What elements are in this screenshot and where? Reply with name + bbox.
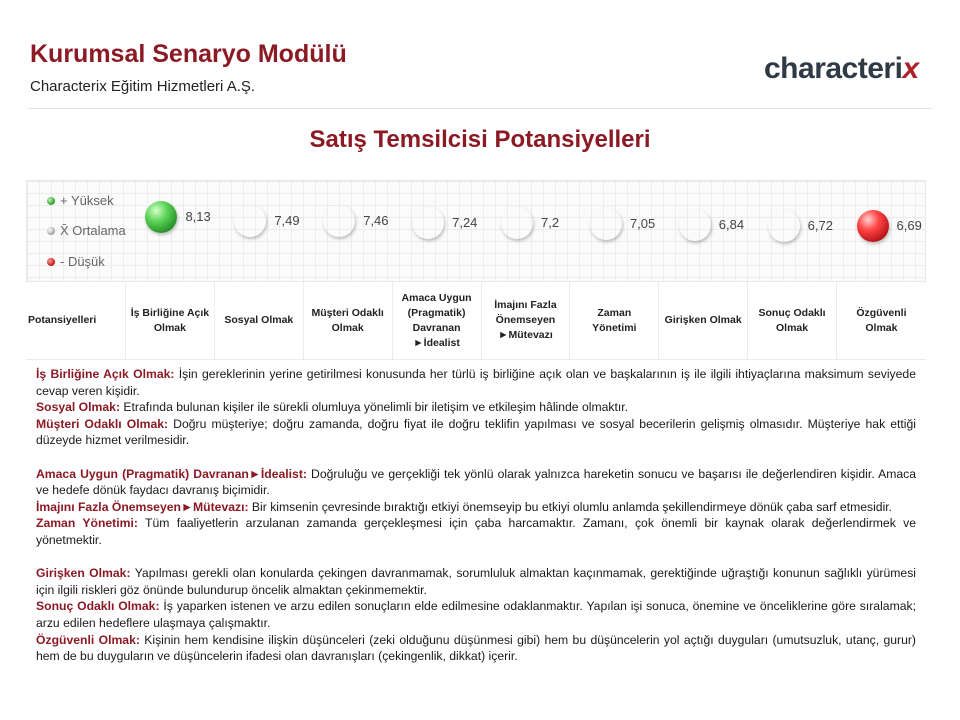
high-score-marker (145, 201, 177, 233)
red-dot-icon (47, 258, 55, 266)
data-point (412, 207, 492, 247)
data-label: 7,46 (363, 213, 389, 229)
category-header: İş Birliğine Açık Olmak (126, 282, 215, 359)
data-point (234, 205, 314, 245)
green-dot-icon (47, 197, 55, 205)
legend-high (47, 193, 114, 208)
description-term: Sonuç Odaklı Olmak: (36, 599, 160, 614)
category-header: Zaman Yönetimi (570, 282, 659, 359)
category-header: İmajını Fazla Önemseyen ►Mütevazı (482, 282, 571, 359)
description-text: Tüm faaliyetlerin arzulanan zamanda gerçekleşmesi için çaba harcamaktır. Zamanı, çok önemli bir kaynak olarak değerlendirmek ve yönetmektir. (36, 516, 916, 547)
data-label: 6,84 (718, 216, 745, 232)
chart-title: Satış Temsilcisi Potansiyelleri (309, 126, 651, 153)
data-point (857, 210, 937, 250)
potential-table (26, 282, 926, 360)
logo-text: characteri (764, 52, 903, 85)
legend-low (47, 254, 105, 269)
legend-average (47, 223, 126, 238)
description-item (36, 366, 916, 399)
average-score-marker (590, 208, 622, 240)
average-score-marker (768, 210, 800, 242)
average-score-marker (412, 207, 444, 239)
category-header: Amaca Uygun (Pragmatik) Davranan ►İdealist (393, 282, 482, 359)
data-label: 8,13 (185, 209, 211, 225)
description-text: Doğruluğu ve gerçekliği tek yönlü olarak yalnızca hareketin sonucu ve başarısı ile değerlendiren kişidir. Amaca ve hedefe dönük faydacı davranış biçimidir. (36, 466, 916, 498)
logo-accent: x (902, 52, 919, 85)
description-text: Etrafında bulunan kişiler ile sürekli olumluya yönelimli bir iletişim ve etkileşim hâlinde olmaktır. (120, 400, 629, 415)
description-text: İş yaparken istenen ve arzu edilen sonuçların elde edilmesine odaklanmaktır. Yapılan işi sonuca, önemine ve önceliklerine göre sıralamak; arzu edilen hedeflere ulaşmaya çalışmaktır. (36, 599, 916, 630)
description-text: İşin gereklerinin yerine getirilmesi konusunda her türlü iş birliğine açık olan ve başkalarının iş ile ilgili ihtiyaçlarına maksimum seviyede cevap veren kişidir. (36, 367, 916, 398)
legend-low-label: - Düşük (60, 254, 105, 269)
category-header: Sonuç Odaklı Olmak (748, 282, 837, 359)
category-header: Girişken Olmak (659, 282, 748, 359)
description-item (36, 399, 916, 416)
description-term: Amaca Uygun (Pragmatik) Davranan►İdealist: (36, 466, 307, 481)
chart-plot-area (26, 180, 926, 282)
description-item (36, 515, 916, 548)
average-score-marker (501, 207, 533, 239)
description-item (36, 598, 916, 631)
page-title: Kurumsal Senaryo Modülü (30, 40, 347, 68)
data-label: 7,2 (541, 214, 560, 230)
data-point (323, 205, 403, 245)
description-term: Sosyal Olmak: (36, 400, 120, 415)
data-point (590, 208, 670, 248)
data-label: 7,05 (629, 215, 656, 231)
average-score-marker (679, 209, 711, 241)
description-text: Yapılması gerekli olan konularda çekingen davranmamak, sorumluluk almaktan kaçınmamak, gerektiğinde uğraştığı konunun sağlıklı yürümesi için ilgili riskleri göz önünde bulundurup öncelik almaktan çekinmemektir. (36, 566, 917, 597)
data-label: 7,49 (274, 213, 300, 229)
category-header: Müşteri Odaklı Olmak (304, 282, 393, 359)
grey-dot-icon (47, 227, 55, 235)
average-score-marker (323, 205, 355, 237)
data-point (768, 210, 848, 250)
description-text: Bir kimsenin çevresinde bıraktığı etkiyi önemseyip bu etkiyi olumlu anlamda şekillendirmeye dönük çaba sarf etmesidir. (248, 499, 893, 514)
legend-average-label: X̄ Ortalama (60, 223, 126, 238)
description-term: İmajını Fazla Önemseyen►Mütevazı: (36, 499, 249, 514)
description-item (36, 466, 916, 499)
average-score-marker (234, 205, 266, 237)
characterix-logo (764, 52, 919, 86)
data-point (145, 201, 225, 241)
data-point (501, 207, 581, 247)
description-term: İş Birliğine Açık Olmak: (36, 367, 175, 381)
data-label: 6,69 (896, 217, 922, 233)
row-header: Potansiyelleri (26, 282, 126, 359)
data-label: 6,72 (807, 217, 833, 233)
description-text: Doğru müşteriye; doğru zamanda, doğru fiyat ile doğru teklifin yapılması ve sosyal becerilerin gelişmiş olmasıdır. Müşteriye hak ettiği düzeyde hizmet verilmesidir. (36, 416, 916, 448)
description-term: Özgüvenli Olmak: (36, 632, 140, 647)
category-header: Sosyal Olmak (215, 282, 304, 359)
description-item (36, 416, 916, 449)
data-label: 7,24 (452, 214, 478, 230)
description-term: Girişken Olmak: (36, 566, 131, 581)
description-item (36, 565, 916, 598)
category-header: Özgüvenli Olmak (856, 306, 907, 334)
legend-high-label: + Yüksek (60, 193, 114, 208)
description-term: Zaman Yönetimi: (36, 516, 138, 531)
description-term: Müşteri Odaklı Olmak: (36, 416, 169, 431)
description-item (36, 632, 916, 665)
low-score-marker (857, 210, 889, 242)
description-item (36, 499, 916, 516)
descriptions-section (36, 366, 916, 665)
description-text: Kişinin hem kendisine ilişkin düşünceleri (zeki olduğunu düşünmesi gibi) hem bu düşüncelerin yol açtığı duyguları (umutsuzluk, utanç, gurur) hem de bu duyguların ve düşüncelerin ifadesi olan davranışları (çekingenlik, dikkat) içerir. (36, 632, 916, 664)
company-name: Characterix Eğitim Hizmetleri A.Ş. (30, 78, 256, 95)
header-divider (28, 108, 932, 109)
data-point (679, 209, 759, 249)
